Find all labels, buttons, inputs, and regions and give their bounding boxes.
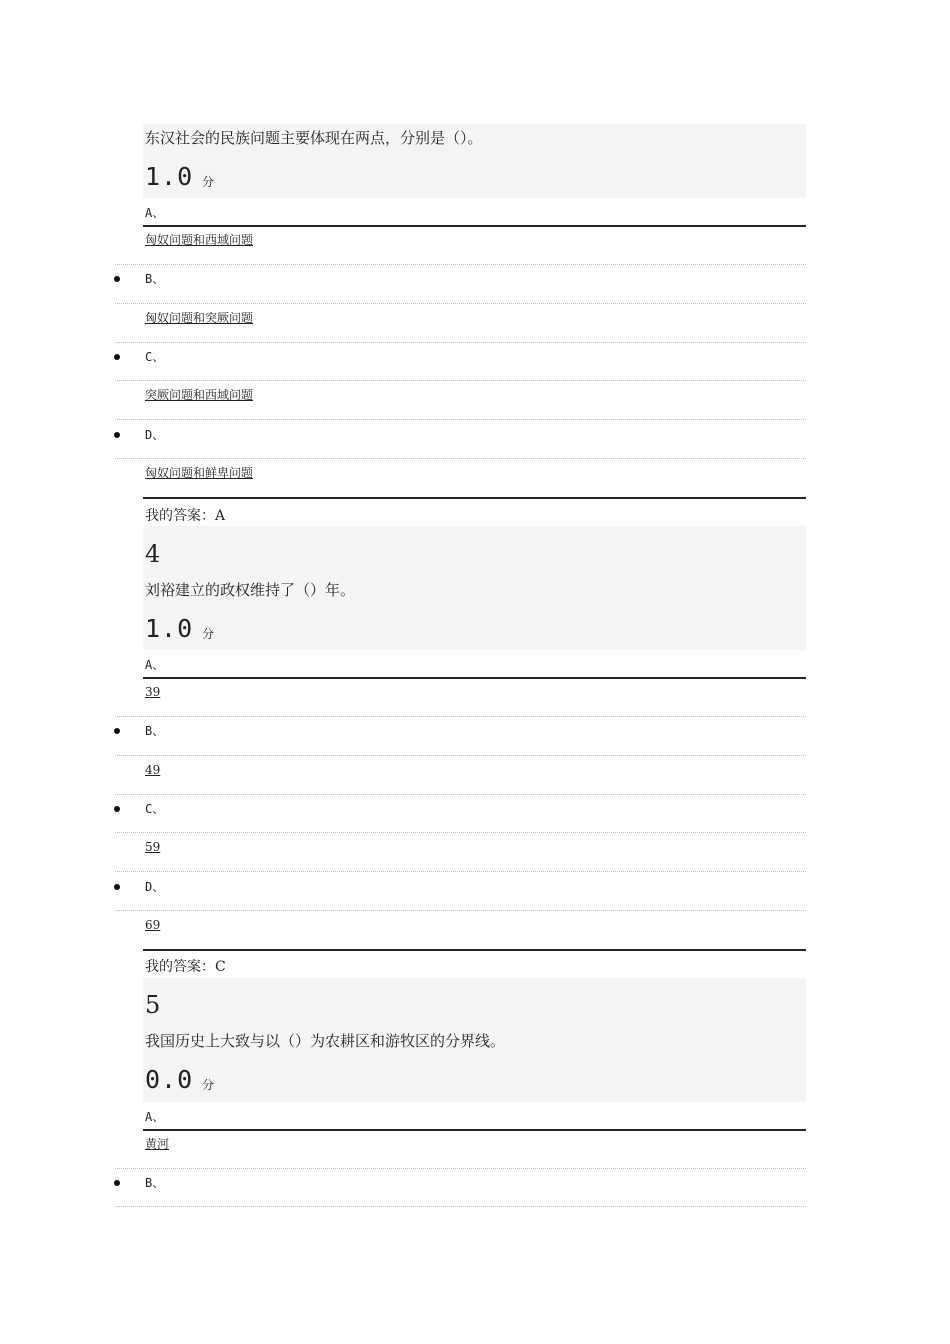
option-text-c[interactable]: 突厥问题和西域问题 xyxy=(145,388,254,402)
option-text-d[interactable]: 匈奴问题和鲜卑问题 xyxy=(145,466,254,480)
bullet-icon xyxy=(114,806,120,812)
option-text-a[interactable]: 黄河 xyxy=(145,1137,170,1151)
divider xyxy=(143,677,806,679)
question-score: 1.0 xyxy=(145,614,194,643)
question-score: 1.0 xyxy=(145,162,194,191)
bullet-icon xyxy=(114,354,120,360)
question-text: 东汉社会的民族问题主要体现在两点，分别是（）。 xyxy=(145,129,483,147)
option-label-d: D、 xyxy=(145,880,165,894)
option-text-a[interactable]: 39 xyxy=(145,685,161,699)
question-text: 我国历史上大致与以（）为农耕区和游牧区的分界线。 xyxy=(145,1032,506,1050)
dotted-divider xyxy=(115,380,806,381)
option-label-b: B、 xyxy=(145,724,165,738)
divider xyxy=(143,497,806,499)
bullet-icon xyxy=(114,884,120,890)
dotted-divider xyxy=(115,832,806,833)
dotted-divider xyxy=(115,264,806,265)
bullet-icon xyxy=(114,276,120,282)
option-text-b[interactable]: 匈奴问题和突厥问题 xyxy=(145,311,254,325)
dotted-divider xyxy=(115,794,806,795)
score-unit: 分 xyxy=(202,627,215,641)
dotted-divider xyxy=(115,871,806,872)
dotted-divider xyxy=(115,1168,806,1169)
option-label-c: C、 xyxy=(145,350,165,364)
dotted-divider xyxy=(115,303,806,304)
my-answer: 我的答案：A xyxy=(145,508,226,524)
question-score: 0.0 xyxy=(145,1065,194,1094)
option-text-a[interactable]: 匈奴问题和西域问题 xyxy=(145,233,254,247)
option-label-d: D、 xyxy=(145,428,165,442)
option-label-b: B、 xyxy=(145,1176,165,1190)
dotted-divider xyxy=(115,716,806,717)
dotted-divider xyxy=(115,910,806,911)
question-text: 刘裕建立的政权维持了（）年。 xyxy=(145,581,356,599)
option-text-b[interactable]: 49 xyxy=(145,763,161,777)
dotted-divider xyxy=(115,755,806,756)
dotted-divider xyxy=(115,342,806,343)
option-label-a: A、 xyxy=(145,1110,165,1124)
divider xyxy=(143,1129,806,1131)
option-label-a: A、 xyxy=(145,658,165,672)
option-label-a: A、 xyxy=(145,206,165,220)
bullet-icon xyxy=(114,432,120,438)
score-unit: 分 xyxy=(202,1078,215,1092)
bullet-icon xyxy=(114,1180,120,1186)
option-text-c[interactable]: 59 xyxy=(145,840,161,854)
bullet-icon xyxy=(114,728,120,734)
option-text-d[interactable]: 69 xyxy=(145,918,161,932)
option-label-b: B、 xyxy=(145,272,165,286)
question-number: 4 xyxy=(145,540,161,568)
dotted-divider xyxy=(115,458,806,459)
question-number: 5 xyxy=(145,991,161,1019)
my-answer: 我的答案：C xyxy=(145,959,226,975)
divider xyxy=(143,949,806,951)
dotted-divider xyxy=(115,1206,806,1207)
dotted-divider xyxy=(115,419,806,420)
score-unit: 分 xyxy=(202,175,215,189)
option-label-c: C、 xyxy=(145,802,165,816)
divider xyxy=(143,225,806,227)
